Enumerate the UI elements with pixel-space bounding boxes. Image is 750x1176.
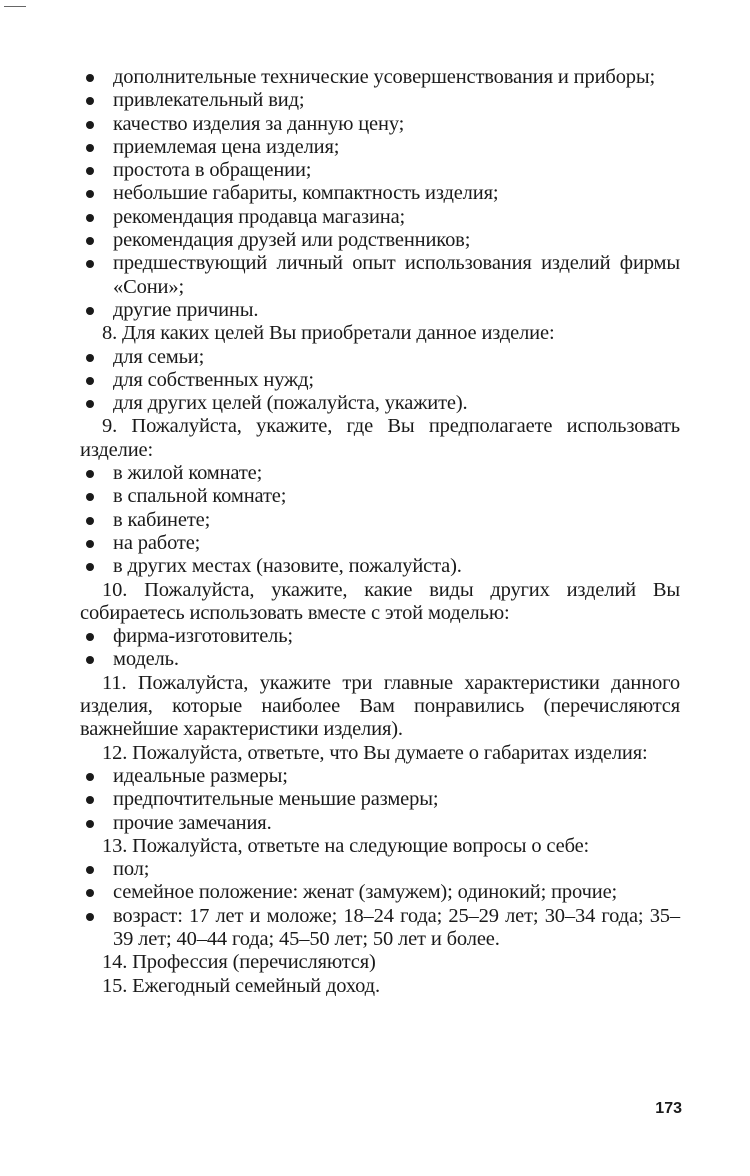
list-item: для семьи;	[80, 346, 680, 369]
question-11: 11. Пожалуйста, укажите три главные характеристики данного изделия, которые наиболее Вам понравились (перечисляются важнейшие характеристики изделия).	[80, 671, 680, 741]
list-item: модель.	[80, 648, 680, 671]
question-15: 15. Ежегодный семейный доход.	[102, 974, 380, 997]
question-13: 13. Пожалуйста, ответьте на следующие вопросы о себе:	[102, 834, 590, 857]
list-item: идеальные размеры;	[80, 765, 680, 788]
corner-rule	[4, 6, 26, 7]
list-item: пол;	[80, 858, 680, 881]
list-item: качество изделия за данную цену;	[80, 113, 680, 136]
page-number: 173	[655, 1100, 682, 1117]
list-item: фирма-изготовитель;	[80, 625, 680, 648]
list-item: рекомендация продавца магазина;	[80, 206, 680, 229]
list-item: привлекательный вид;	[80, 89, 680, 112]
list-item: на работе;	[80, 532, 680, 555]
list-item: для собственных нужд;	[80, 369, 680, 392]
list-item: небольшие габариты, компактность изделия;	[80, 182, 680, 205]
question-10: 10. Пожалуйста, укажите, какие виды других изделий Вы собираетесь использовать вместе с этой моделью:	[80, 578, 680, 624]
list-item: в жилой комнате;	[80, 462, 680, 485]
question-9: 9. Пожалуйста, укажите, где Вы предполагаете использовать изделие:	[80, 415, 680, 461]
list-item: возраст: 17 лет и моложе; 18–24 года; 25–29 лет; 30–34 года; 35–39 лет; 40–44 года; 45–50 лет; 50 лет и более.	[80, 905, 680, 952]
list-item: в других местах (назовите, пожалуйста).	[80, 555, 680, 578]
list-item: семейное положение: женат (замужем); одинокий; прочие;	[80, 881, 680, 904]
list-item: дополнительные технические усовершенствования и приборы;	[80, 66, 680, 89]
question-8: 8. Для каких целей Вы приобретали данное изделие:	[102, 322, 555, 345]
page-text	[80, 66, 680, 998]
question-12: 12. Пожалуйста, ответьте, что Вы думаете о габаритах изделия:	[102, 741, 648, 764]
list-item: в кабинете;	[80, 509, 680, 532]
list-item: другие причины.	[80, 299, 680, 322]
list-item: приемлемая цена изделия;	[80, 136, 680, 159]
list-item: в спальной комнате;	[80, 485, 680, 508]
list-item: прочие замечания.	[80, 812, 680, 835]
list-item: рекомендация друзей или родственников;	[80, 229, 680, 252]
list-item: для других целей (пожалуйста, укажите).	[80, 392, 680, 415]
list-item: предпочтительные меньшие размеры;	[80, 788, 680, 811]
list-item: простота в обращении;	[80, 159, 680, 182]
question-14: 14. Профессия (перечисляются)	[102, 951, 376, 974]
list-item: предшествующий личный опыт использования изделий фирмы «Сони»;	[80, 252, 680, 299]
